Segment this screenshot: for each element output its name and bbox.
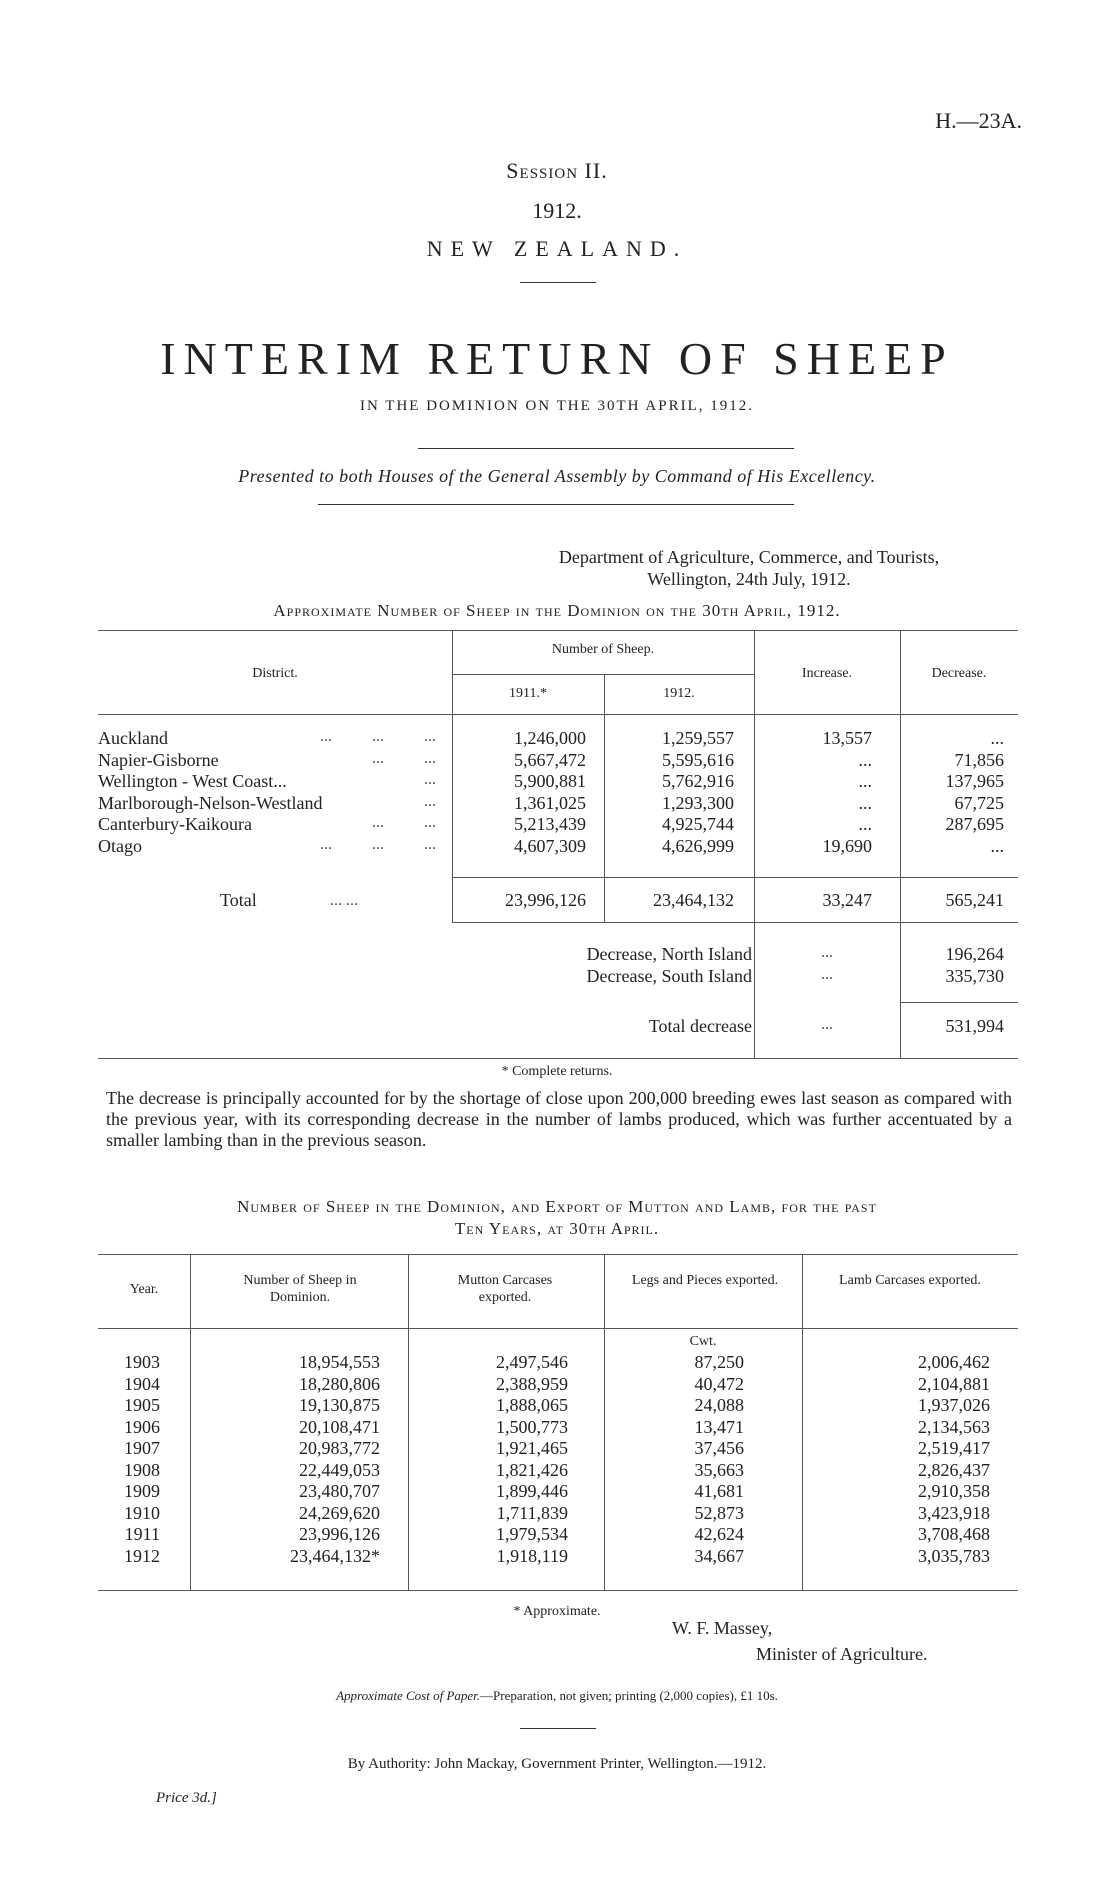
decrease-value: 137,965 (945, 771, 1004, 791)
table1 (0, 630, 1114, 1070)
district-name: Canterbury-Kaikoura (98, 814, 252, 834)
session-label: Session II. (506, 158, 608, 183)
legs-pieces: 41,681 (694, 1481, 744, 1501)
increase-value: ... (858, 749, 872, 770)
increase-value: 13,557 (822, 728, 872, 748)
divider (520, 282, 596, 283)
total-1912: 23,464,132 (653, 890, 734, 910)
lamb-carcases: 2,134,563 (918, 1416, 990, 1437)
legs-pieces: 35,663 (694, 1459, 744, 1480)
table2-caption (0, 1196, 1114, 1240)
leader-dots: ... ... ... (320, 728, 436, 745)
total-decrease-label: Total decrease (648, 1016, 752, 1036)
total-increase: 33,247 (822, 890, 872, 910)
table2-caption-line: Number of Sheep in the Dominion, and Export of Mutton and Lamb, for the past (237, 1197, 877, 1216)
mutton-carcases: 1,888,065 (496, 1395, 568, 1415)
total-decrease-value: 531,994 (945, 1016, 1004, 1036)
sheep-1912: 1,293,300 (662, 792, 734, 813)
increase-value: ... (858, 792, 872, 813)
leader-dots: ... (424, 792, 436, 810)
explanatory-paragraph: The decrease is principally accounted for by the shortage of close upon 200,000 breeding ewes last season as compared with the previous year, with its corresponding decrease in the number of lambs produced, which was further accentuated by a smaller lambing than in the previous season. (106, 1088, 1012, 1150)
sheep-count: 23,996,126 (299, 1524, 380, 1544)
cost-text: —Preparation, not given; printing (2,000 copies), £1 10s. (480, 1688, 778, 1703)
header-mutton: Mutton Carcases exported. (457, 1273, 553, 1305)
leader-dots: ... (424, 771, 436, 788)
lamb-carcases: 2,910,358 (918, 1481, 990, 1501)
district-name: Napier-Gisborne (98, 749, 219, 770)
date-line: Wellington, 24th July, 1912. (647, 569, 851, 589)
legs-pieces: 42,624 (694, 1524, 744, 1544)
year-value: 1905 (124, 1395, 160, 1415)
mutton-carcases: 1,979,534 (496, 1524, 568, 1544)
year-value: 1909 (124, 1481, 160, 1501)
sheep-1912: 5,762,916 (662, 771, 734, 791)
increase-value: ... (858, 814, 872, 834)
sheep-1911: 1,246,000 (514, 728, 586, 748)
legs-pieces: 37,456 (694, 1438, 744, 1458)
summary-value: 335,730 (945, 966, 1004, 986)
decrease-value: ... (990, 835, 1004, 856)
signatory-name: W. F. Massey, (672, 1618, 773, 1638)
legs-pieces: 13,471 (694, 1416, 744, 1437)
printer-line: By Authority: John Mackay, Government Printer, Wellington.—1912. (347, 1756, 767, 1772)
divider (520, 1728, 596, 1729)
mutton-carcases: 1,821,426 (496, 1459, 568, 1480)
total-dots: ... ... (330, 892, 358, 909)
document-reference: H.—23A. (935, 108, 1022, 133)
sheep-1911: 5,900,881 (514, 771, 586, 791)
summary-dots: ... (821, 966, 833, 983)
sheep-count: 20,983,772 (299, 1438, 380, 1458)
total-1911: 23,996,126 (505, 890, 586, 910)
sheep-1912: 4,925,744 (662, 814, 734, 834)
year-value: 1908 (124, 1459, 160, 1480)
lamb-carcases: 3,423,918 (918, 1502, 990, 1523)
header-decrease: Decrease. (931, 666, 987, 681)
signatory-title: Minister of Agriculture. (756, 1644, 928, 1664)
header-sheep: Number of Sheep in Dominion. (243, 1273, 357, 1305)
total-decrease-dots: ... (821, 1016, 833, 1033)
header-1911: 1911.* (509, 686, 547, 701)
main-title: INTERIM RETURN OF SHEEP (160, 333, 954, 384)
lamb-carcases: 2,519,417 (918, 1438, 990, 1458)
district-name: Marlborough-Nelson-Westland (98, 792, 323, 813)
header-legs: Legs and Pieces exported. (631, 1273, 779, 1288)
sheep-count: 20,108,471 (299, 1416, 380, 1437)
table1-caption: Approximate Number of Sheep in the Dominion on the 30th April, 1912. (273, 601, 841, 620)
divider (318, 504, 794, 505)
increase-value: 19,690 (822, 835, 872, 856)
header-1912: 1912. (663, 686, 695, 701)
sheep-count: 22,449,053 (299, 1459, 380, 1480)
leader-dots: ... ... (372, 814, 436, 831)
table1-footnote: * Complete returns. (501, 1064, 613, 1079)
sheep-1912: 1,259,557 (662, 728, 734, 748)
leader-dots: ... ... (372, 749, 436, 767)
header-increase: Increase. (801, 666, 853, 681)
mutton-carcases: 1,899,446 (496, 1481, 568, 1501)
mutton-carcases: 1,921,465 (496, 1438, 568, 1458)
sheep-count: 18,280,806 (299, 1373, 380, 1394)
header-district: District. (252, 666, 298, 681)
header-year: Year. (129, 1282, 159, 1297)
lamb-carcases: 1,937,026 (918, 1395, 990, 1415)
decrease-value: 71,856 (954, 749, 1004, 770)
lamb-carcases: 3,708,468 (918, 1524, 990, 1544)
summary-label: Decrease, South Island (586, 966, 752, 986)
total-label: Total (220, 890, 257, 910)
country-label: NEW ZEALAND. (426, 236, 688, 261)
district-name: Otago (98, 835, 142, 856)
sheep-count: 24,269,620 (299, 1502, 380, 1523)
legs-pieces: 52,873 (694, 1502, 744, 1523)
table2-footnote: * Approximate. (513, 1604, 601, 1619)
year-value: 1904 (124, 1373, 160, 1394)
lamb-carcases: 2,826,437 (918, 1459, 990, 1480)
year-value: 1911 (124, 1524, 160, 1544)
mutton-carcases: 1,711,839 (496, 1502, 568, 1523)
legs-pieces: 87,250 (694, 1352, 744, 1372)
lamb-carcases: 3,035,783 (918, 1545, 990, 1566)
increase-value: ... (858, 771, 872, 791)
lamb-carcases: 2,006,462 (918, 1352, 990, 1372)
summary-value: 196,264 (945, 944, 1004, 964)
year-value: 1910 (124, 1502, 160, 1523)
sub-title: IN THE DOMINION ON THE 30TH APRIL, 1912. (359, 398, 754, 414)
table2 (0, 1254, 1114, 1600)
table2-caption-line: Ten Years, at 30th April. (454, 1219, 660, 1238)
header-number-of-sheep: Number of Sheep. (551, 642, 655, 657)
legs-pieces: 40,472 (694, 1373, 744, 1394)
summary-dots: ... (821, 944, 833, 961)
sheep-1912: 4,626,999 (662, 835, 734, 856)
presented-line: Presented to both Houses of the General Assembly by Command of His Excellency. (238, 466, 876, 486)
sheep-1911: 5,667,472 (514, 749, 586, 770)
year-value: 1907 (124, 1438, 160, 1458)
decrease-value: 67,725 (954, 792, 1004, 813)
department-line: Department of Agriculture, Commerce, and Tourists, (558, 547, 940, 567)
year-value: 1912 (124, 1545, 160, 1566)
sheep-1912: 5,595,616 (662, 749, 734, 770)
lamb-carcases: 2,104,881 (918, 1373, 990, 1394)
district-name: Auckland (98, 728, 168, 748)
divider (418, 448, 794, 449)
sheep-count: 19,130,875 (299, 1395, 380, 1415)
year-value: 1906 (124, 1416, 160, 1437)
legs-pieces: 34,667 (694, 1545, 744, 1566)
header-lamb: Lamb Carcases exported. (839, 1273, 981, 1288)
cost-line (0, 1688, 1114, 1704)
price-label: Price 3d.] (156, 1790, 217, 1806)
year-label: 1912. (532, 198, 582, 223)
leader-dots: ... ... ... (320, 835, 436, 853)
sheep-1911: 1,361,025 (514, 792, 586, 813)
sheep-count: 18,954,553 (299, 1352, 380, 1372)
mutton-carcases: 1,500,773 (496, 1416, 568, 1437)
sheep-1911: 5,213,439 (514, 814, 586, 834)
total-decrease: 565,241 (945, 890, 1004, 910)
district-name: Wellington - West Coast... (98, 771, 287, 791)
decrease-value: ... (990, 728, 1004, 748)
legs-pieces: 24,088 (694, 1395, 744, 1415)
mutton-carcases: 2,497,546 (496, 1352, 568, 1372)
mutton-carcases: 2,388,959 (496, 1373, 568, 1394)
department-address (484, 546, 1014, 590)
sheep-count: 23,464,132* (290, 1545, 380, 1566)
cwt-unit-label: Cwt. (689, 1334, 717, 1349)
year-value: 1903 (124, 1352, 160, 1372)
summary-label: Decrease, North Island (586, 944, 752, 964)
sheep-1911: 4,607,309 (514, 835, 586, 856)
mutton-carcases: 1,918,119 (496, 1545, 568, 1566)
decrease-value: 287,695 (945, 814, 1004, 834)
cost-label: Approximate Cost of Paper. (336, 1688, 481, 1703)
sheep-count: 23,480,707 (299, 1481, 380, 1501)
